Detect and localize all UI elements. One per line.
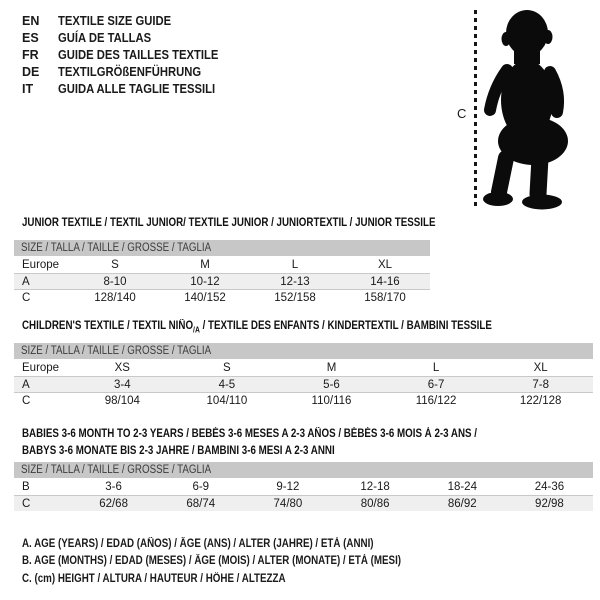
table-row: [14, 289, 430, 305]
language-row: [22, 64, 236, 81]
row-label: Europe: [22, 259, 60, 271]
language-label: TEXTILE SIZE GUIDE: [58, 14, 172, 28]
size-cell: 5-6: [323, 378, 340, 391]
size-header-text: SIZE / TALLA / TAILLE / GRÖSSE / TAGLIA: [21, 345, 212, 357]
babies-size-table: [14, 462, 593, 511]
size-cell: 4-5: [218, 378, 236, 391]
table-row: [14, 257, 430, 273]
children-section-title: [22, 318, 575, 339]
table-rows: [14, 257, 430, 305]
size-cell: L: [291, 259, 299, 271]
size-cell: 12-18: [360, 481, 390, 493]
language-code: IT: [22, 82, 34, 96]
size-cell: 116/122: [415, 394, 457, 407]
table-row: [14, 392, 593, 408]
size-cell: S: [111, 259, 119, 271]
size-cell: 10-12: [190, 275, 220, 288]
row-label: C: [22, 497, 31, 510]
row-label: C: [22, 291, 31, 304]
size-cell: XS: [114, 362, 130, 374]
size-cell: 128/140: [94, 291, 136, 304]
size-cell: XL: [377, 259, 393, 271]
size-header-text: SIZE / TALLA / TAILLE / GRÖSSE / TAGLIA: [21, 464, 212, 476]
height-measure-label: C: [457, 106, 467, 121]
junior-size-table: [14, 240, 430, 305]
language-code: EN: [22, 14, 40, 28]
size-cell: S: [223, 362, 231, 374]
footnote-a: A. AGE (YEARS) / EDAD (AÑOS) / ÂGE (ANS) / ALTER (JAHRE) / ETÀ (ANNI): [22, 538, 374, 550]
size-header-bar: [14, 240, 430, 256]
size-header-text: SIZE / TALLA / TAILLE / GRÖSSE / TAGLIA: [21, 242, 212, 254]
table-row: [14, 376, 593, 392]
junior-section-title-text: JUNIOR TEXTILE / TEXTIL JUNIOR/ TEXTILE JUNIOR / JUNIORTEXTIL / JUNIOR TESSILE: [22, 217, 436, 229]
row-label: C: [22, 394, 31, 407]
language-row: [22, 30, 236, 47]
language-row: [22, 13, 236, 30]
language-list: [22, 13, 236, 98]
language-row: [22, 47, 236, 64]
size-cell: 140/152: [184, 291, 226, 304]
language-code: DE: [22, 65, 40, 79]
size-cell: 74/80: [273, 497, 303, 510]
footnotes: [22, 536, 468, 588]
table-rows: [14, 479, 593, 511]
table-row: [14, 479, 593, 495]
footnote-b: B. AGE (MONTHS) / EDAD (MESES) / ÂGE (MOIS) / ALTER (MONATE) / ETÀ (MESI): [22, 555, 402, 568]
size-cell: XL: [533, 362, 548, 374]
size-cell: 12-13: [280, 275, 310, 288]
row-label: A: [22, 378, 30, 391]
junior-section-title: [22, 215, 508, 232]
children-size-table: [14, 343, 593, 408]
size-cell: 6-7: [427, 378, 445, 391]
size-cell: 68/74: [186, 497, 216, 510]
size-cell: 6-9: [192, 481, 210, 493]
size-cell: 24-36: [534, 481, 565, 493]
size-cell: 152/158: [274, 291, 316, 304]
babies-section-title-line1: BABIES 3-6 MONTH TO 2-3 YEARS / BEBÉS 3-6 MESES A 2-3 AÑOS / BÉBÉS 3-6 MOIS À 2-3 ANS /: [22, 428, 478, 440]
children-title-subscript: /A: [193, 325, 200, 335]
language-code: FR: [22, 48, 39, 62]
size-cell: 98/104: [104, 394, 140, 407]
size-cell: M: [326, 362, 337, 374]
language-code: ES: [22, 31, 39, 45]
table-row: [14, 360, 593, 376]
size-cell: M: [200, 259, 210, 271]
row-label: A: [22, 275, 30, 288]
size-header-bar: [14, 462, 593, 478]
size-cell: 122/128: [519, 394, 562, 407]
size-cell: 3-6: [105, 481, 122, 493]
babies-section-title: [22, 426, 557, 459]
language-label: GUÍA DE TALLAS: [58, 31, 152, 45]
size-cell: 104/110: [206, 394, 248, 407]
size-header-bar: [14, 343, 593, 359]
size-cell: 9-12: [276, 481, 300, 493]
size-cell: 92/98: [535, 497, 564, 510]
table-rows: [14, 360, 593, 408]
size-cell: 110/116: [311, 394, 352, 407]
language-row: [22, 81, 236, 98]
footnote-c: C. (cm) HEIGHT / ALTURA / HAUTEUR / HÖHE / ALTEZZA: [22, 572, 286, 585]
size-cell: 86/92: [447, 497, 477, 510]
table-row: [14, 495, 593, 511]
size-cell: 14-16: [370, 275, 400, 288]
size-cell: 18-24: [447, 481, 477, 493]
size-cell: 62/68: [99, 497, 128, 510]
babies-section-title-line2: BABYS 3-6 MONATE BIS 2-3 JAHRE / BAMBINI 3-6 MESI A 2-3 ANNI: [22, 444, 335, 457]
size-cell: L: [432, 362, 440, 374]
language-label: GUIDA ALLE TAGLIE TESSILI: [58, 82, 216, 96]
language-label: GUIDE DES TAILLES TEXTILE: [58, 48, 219, 62]
row-label: B: [22, 481, 30, 493]
size-cell: 3-4: [113, 378, 131, 391]
children-section-title-text: CHILDREN'S TEXTILE / TEXTIL $NIÑO_{/A}$ / TEXTILE DES ENFANTS / KINDERTEXTIL / BAMBINI TESSILE: [22, 320, 492, 335]
table-row: [14, 273, 430, 289]
row-label: Europe: [22, 362, 60, 374]
toddler-silhouette: [482, 8, 582, 212]
size-cell: 8-10: [103, 275, 127, 288]
size-cell: 158/170: [364, 291, 406, 304]
size-cell: 80/86: [360, 497, 390, 510]
language-label: TEXTILGRÖßENFÜHRUNG: [58, 65, 202, 79]
height-measure-dashed-line: [474, 10, 477, 206]
size-cell: 7-8: [532, 378, 549, 391]
